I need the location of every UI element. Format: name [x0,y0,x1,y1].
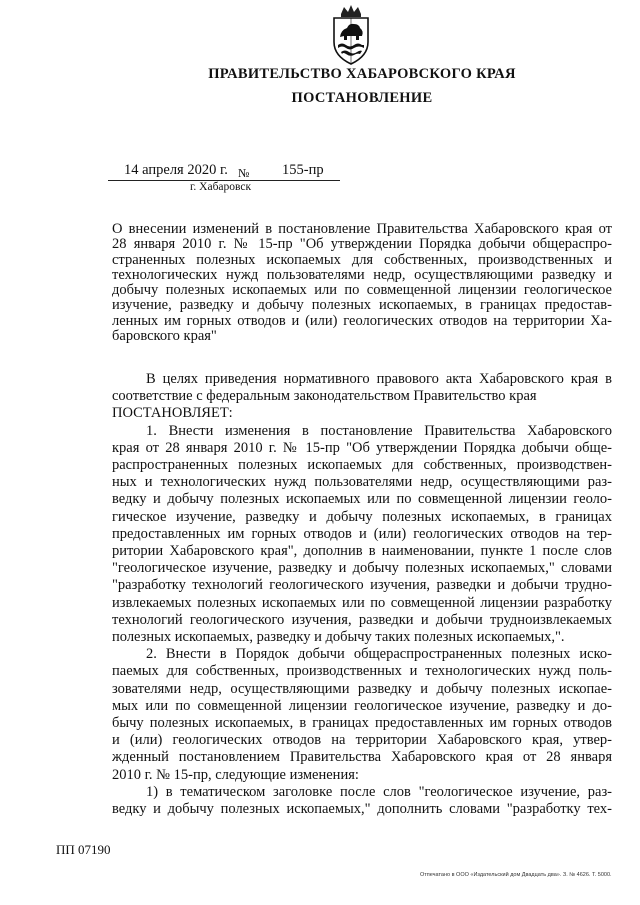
body-line: предоставленных им горных отводов и (или) геологических отводов на тер- [112,525,612,542]
subject-line: добычу полезных ископаемых или по совмещенной лицензии геологическое [112,282,612,299]
document-code: ПП 07190 [56,842,111,857]
subject-line: ленных им горных отводов и (или) геологических отводов на территории Ха- [112,312,612,329]
body-line: мых или по совмещенной лицензии геологическое изучение, разведку и до- [112,697,612,714]
body-line: ПОСТАНОВЛЯЕТ: [112,405,233,422]
body-line: ных и технологических нужд пользователями недр, осуществляющими раз- [112,474,612,491]
body-line: 1) в тематическом заголовке после слов "геологическое изучение, раз- [146,783,612,800]
subject-line: технологических нужд пользователями недр, осуществляющими разведку и [112,266,612,283]
body-line: технологий геологического изучения, разведки и добычи трудноизвлекаемых [112,611,612,628]
coat-of-arms-emblem [329,4,373,66]
printer-imprint: Отпечатано в ООО «Издательский дом Двадцать два». З. № 4626. Т. 5000. [420,872,612,878]
body-line: "разработку технологий геологического изучения, разведки и добычи трудно- [112,577,612,594]
body-line: 2. Внести в Порядок добычи общераспространенных полезных иско- [146,646,612,663]
document-date: 14 апреля 2020 г. [124,162,228,178]
subject-line: баровского края" [112,328,217,345]
body-line: ведку и добычу полезных ископаемых или по совмещенной лицензии геоло- [112,491,612,508]
body-line: ритории Хабаровского края", дополнив в наименовании, пункте 1 после слов [112,543,612,560]
body-line: паемых для собственных, производственных и технологических нужд поль- [112,663,612,680]
number-sign: № [238,166,250,180]
body-line: 1. Внести изменения в постановление Правительства Хабаровского [146,422,612,439]
body-line: гическое изучение, разведку и добычу полезных ископаемых, в границах [112,508,612,525]
body-line: полезных ископаемых, разведку и добычу таких полезных ископаемых,". [112,629,565,646]
subject-line: изучение, разведку и добычу полезных ископаемых, в границах предостав- [112,297,612,314]
body-line: жденный постановлением Правительства Хабаровского края от 28 января [112,749,612,766]
body-line: В целях приведения нормативного правового акта Хабаровского края в [146,371,612,387]
document-subject [112,222,612,344]
date-number-line [108,163,340,181]
body-line: 2010 г. № 15-пр, следующие изменения: [112,766,359,783]
document-type-heading: ПОСТАНОВЛЕНИЕ [291,90,433,106]
body-line: бычу полезных ископаемых, в границах предоставленных им горных отводов [112,715,612,732]
body-line: и (или) геологических отводов на территории Хабаровского края, утвер- [112,732,612,749]
body-line: соответствие с федеральным законодательством Правительство края [112,388,537,405]
government-title: ПРАВИТЕЛЬСТВО ХАБАРОВСКОГО КРАЯ [208,66,516,82]
body-line: края от 28 января 2010 г. № 15-пр "Об утверждении Порядка добычи обще- [112,439,612,456]
body-line: "геологическое изучение, разведку и добычу полезных ископаемых," словами [112,560,612,577]
city-name: г. Хабаровск [190,181,252,193]
document-body [112,371,612,818]
subject-line: страненных полезных ископаемых для собственных, производственных и [112,251,612,268]
subject-line: 28 января 2010 г. № 15-пр "Об утверждении Порядка добычи общераспро- [112,236,612,253]
body-line: ведку и добычу полезных ископаемых," дополнить словами "разработку тех- [112,801,612,818]
body-line: извлекаемых полезных ископаемых или по совмещенной лицензии разработку [112,594,612,611]
subject-line: О внесении изменений в постановление Правительства Хабаровского края от [112,221,612,237]
body-line: распространенных полезных ископаемых для собственных, производствен- [112,457,612,474]
document-number: 155-пр [282,162,324,178]
body-line: зователями недр, осуществляющими разведку и добычу полезных ископае- [112,680,612,697]
